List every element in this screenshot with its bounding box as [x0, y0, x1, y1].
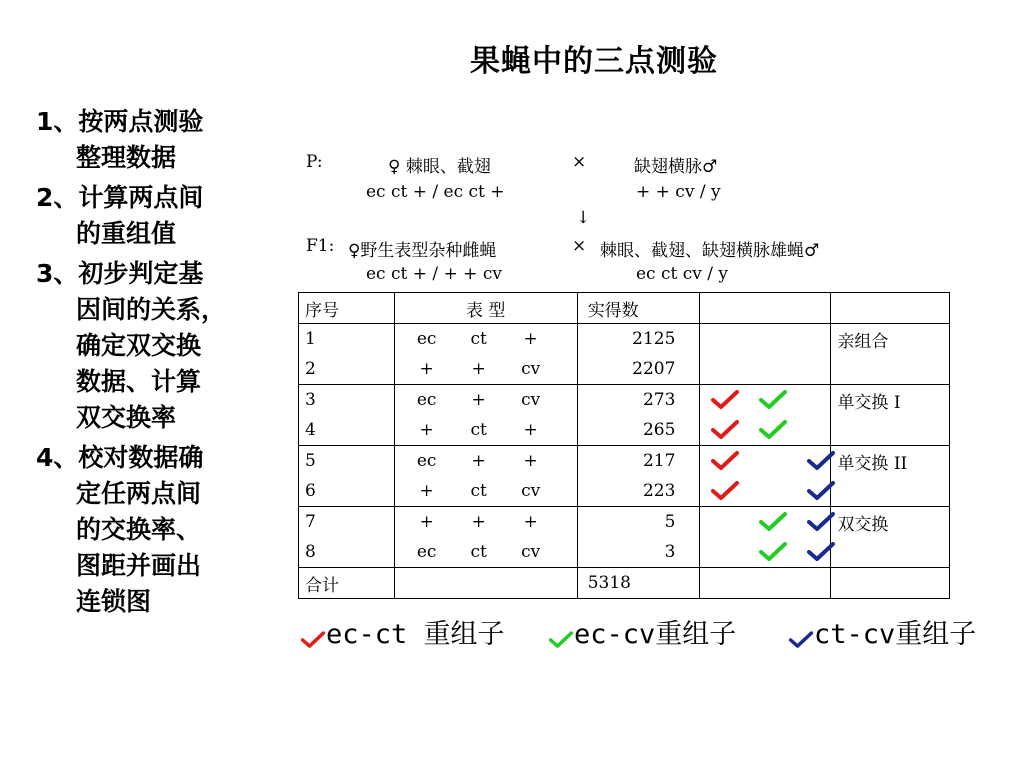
row-observed: 2207: [577, 354, 700, 385]
check-icon: [758, 389, 788, 411]
gene-symbol: +: [471, 512, 486, 532]
step-item: [36, 256, 276, 436]
legend-item: [788, 612, 976, 651]
header-no: 序号: [299, 293, 395, 324]
p-female-genotype: ec ct + / ec ct +: [366, 182, 505, 202]
step-text-cont: 确定双交换: [76, 331, 202, 360]
gene-symbol: ct: [470, 542, 487, 562]
step-number: 3、: [36, 259, 79, 288]
check-icon: [710, 480, 740, 502]
header-note: [831, 293, 950, 324]
step-text: 计算两点间: [78, 183, 204, 212]
row-note: 单交换 I: [831, 385, 950, 416]
gene-symbol: +: [471, 359, 486, 379]
table-total-row: [299, 568, 950, 599]
row-marks: [700, 324, 831, 355]
step-item: [36, 104, 276, 176]
gene-symbol: ct: [470, 420, 487, 440]
check-icon: [300, 626, 326, 646]
f1-male-phenotype: 棘眼、截翅、缺翅横脉雄蝇♂: [600, 241, 820, 261]
gene-symbol: ec: [416, 542, 437, 562]
row-note: [831, 415, 950, 446]
step-text: 按两点测验: [78, 107, 204, 136]
legend-label: ec-ct 重组子: [326, 619, 505, 650]
gene-symbol: +: [471, 390, 486, 410]
step-text-cont: 因间的关系，: [76, 295, 227, 324]
row-marks: [700, 507, 831, 538]
gene-symbol: cv: [521, 481, 541, 501]
row-phenotype: [394, 324, 577, 355]
slide-title: 果蝇中的三点测验: [470, 44, 718, 79]
gene-symbol: +: [471, 451, 486, 471]
row-number: 5: [299, 446, 395, 477]
cross-scheme: [306, 148, 956, 288]
row-note: [831, 354, 950, 385]
total-label: 合计: [299, 568, 395, 599]
row-number: 6: [299, 476, 395, 507]
row-note: 亲组合: [831, 324, 950, 355]
gene-symbol: cv: [521, 542, 541, 562]
gene-symbol: +: [419, 359, 434, 379]
check-icon: [758, 419, 788, 441]
row-marks: [700, 385, 831, 416]
gene-symbol: +: [419, 512, 434, 532]
step-text-cont: 数据、计算: [76, 367, 202, 396]
row-note: 双交换: [831, 507, 950, 538]
row-phenotype: [394, 415, 577, 446]
table-row: [299, 476, 950, 507]
gene-symbol: cv: [521, 359, 541, 379]
check-icon: [806, 541, 836, 563]
gene-symbol: ct: [470, 329, 487, 349]
row-phenotype: [394, 537, 577, 568]
gene-symbol: ec: [416, 390, 437, 410]
row-observed: 3: [577, 537, 700, 568]
row-note: 单交换 II: [831, 446, 950, 477]
total-note-empty: [831, 568, 950, 599]
check-icon: [806, 450, 836, 472]
legend-label: ct-cv重组子: [814, 619, 977, 650]
row-observed: 265: [577, 415, 700, 446]
row-observed: 5: [577, 507, 700, 538]
total-value: 5318: [577, 568, 700, 599]
check-icon: [710, 450, 740, 472]
step-text-cont: 连锁图: [76, 587, 152, 616]
table-header-row: [299, 293, 950, 324]
legend-item: [548, 612, 736, 651]
p-female-phenotype: ♀ 棘眼、截翅: [388, 157, 491, 177]
row-marks: [700, 415, 831, 446]
step-text-cont: 双交换率: [76, 403, 177, 432]
cross-sign: ×: [572, 152, 587, 172]
row-phenotype: [394, 385, 577, 416]
row-observed: 273: [577, 385, 700, 416]
step-item: [36, 440, 276, 620]
legend: [300, 612, 1000, 652]
f1-cross-sign: ×: [572, 236, 587, 256]
legend-item: [300, 612, 505, 651]
step-number: 4、: [36, 443, 79, 472]
check-icon: [710, 419, 740, 441]
row-phenotype: [394, 354, 577, 385]
f1-female-genotype: ec ct + / + + cv: [366, 264, 502, 284]
check-icon: [806, 480, 836, 502]
row-phenotype: [394, 476, 577, 507]
row-phenotype: [394, 446, 577, 477]
header-marks: [700, 293, 831, 324]
step-number: 2、: [36, 183, 79, 212]
row-number: 2: [299, 354, 395, 385]
check-icon: [710, 389, 740, 411]
legend-label: ec-cv重组子: [574, 619, 737, 650]
p-label: P:: [306, 152, 323, 172]
step-number: 1、: [36, 107, 79, 136]
down-arrow: ↓: [576, 208, 591, 228]
check-icon: [806, 511, 836, 533]
table-row: [299, 446, 950, 477]
f1-male-genotype: ec ct cv / y: [636, 264, 729, 284]
check-icon: [758, 541, 788, 563]
row-number: 4: [299, 415, 395, 446]
table-row: [299, 415, 950, 446]
gene-symbol: +: [419, 420, 434, 440]
p-male-phenotype: 缺翅横脉♂: [634, 157, 718, 177]
row-phenotype: [394, 507, 577, 538]
step-text-cont: 图距并画出: [76, 551, 202, 580]
step-text-cont: 的重组值: [76, 219, 177, 248]
row-number: 3: [299, 385, 395, 416]
step-text-cont: 的交换率、: [76, 515, 202, 544]
gene-symbol: +: [523, 451, 538, 471]
gene-symbol: ec: [416, 329, 437, 349]
row-observed: 223: [577, 476, 700, 507]
table-row: [299, 385, 950, 416]
table-row: [299, 507, 950, 538]
total-marks-empty: [700, 568, 831, 599]
row-marks: [700, 446, 831, 477]
step-item: [36, 180, 276, 252]
gene-symbol: +: [419, 481, 434, 501]
gene-symbol: ec: [416, 451, 437, 471]
table-row: [299, 324, 950, 355]
check-icon: [758, 511, 788, 533]
gene-symbol: +: [523, 512, 538, 532]
row-observed: 2125: [577, 324, 700, 355]
table-row: [299, 354, 950, 385]
check-icon: [788, 626, 814, 646]
p-male-genotype: + + cv / y: [636, 182, 721, 202]
step-text: 校对数据确: [78, 443, 204, 472]
row-marks: [700, 476, 831, 507]
row-marks: [700, 354, 831, 385]
total-empty: [394, 568, 577, 599]
row-observed: 217: [577, 446, 700, 477]
row-number: 7: [299, 507, 395, 538]
f1-female-phenotype: ♀野生表型杂种雌蝇: [348, 241, 497, 261]
steps-list: [36, 104, 276, 624]
row-note: [831, 476, 950, 507]
step-text-cont: 定任两点间: [76, 479, 202, 508]
check-icon: [548, 626, 574, 646]
test-cross-table: [298, 292, 950, 599]
gene-symbol: ct: [470, 481, 487, 501]
gene-symbol: +: [523, 329, 538, 349]
row-number: 8: [299, 537, 395, 568]
header-phenotype: 表 型: [394, 293, 577, 324]
gene-symbol: +: [523, 420, 538, 440]
gene-symbol: cv: [521, 390, 541, 410]
row-number: 1: [299, 324, 395, 355]
row-marks: [700, 537, 831, 568]
step-text: 初步判定基: [78, 259, 204, 288]
f1-label: F1:: [306, 236, 335, 256]
header-observed: 实得数: [577, 293, 700, 324]
row-note: [831, 537, 950, 568]
step-text-cont: 整理数据: [76, 143, 177, 172]
table-row: [299, 537, 950, 568]
